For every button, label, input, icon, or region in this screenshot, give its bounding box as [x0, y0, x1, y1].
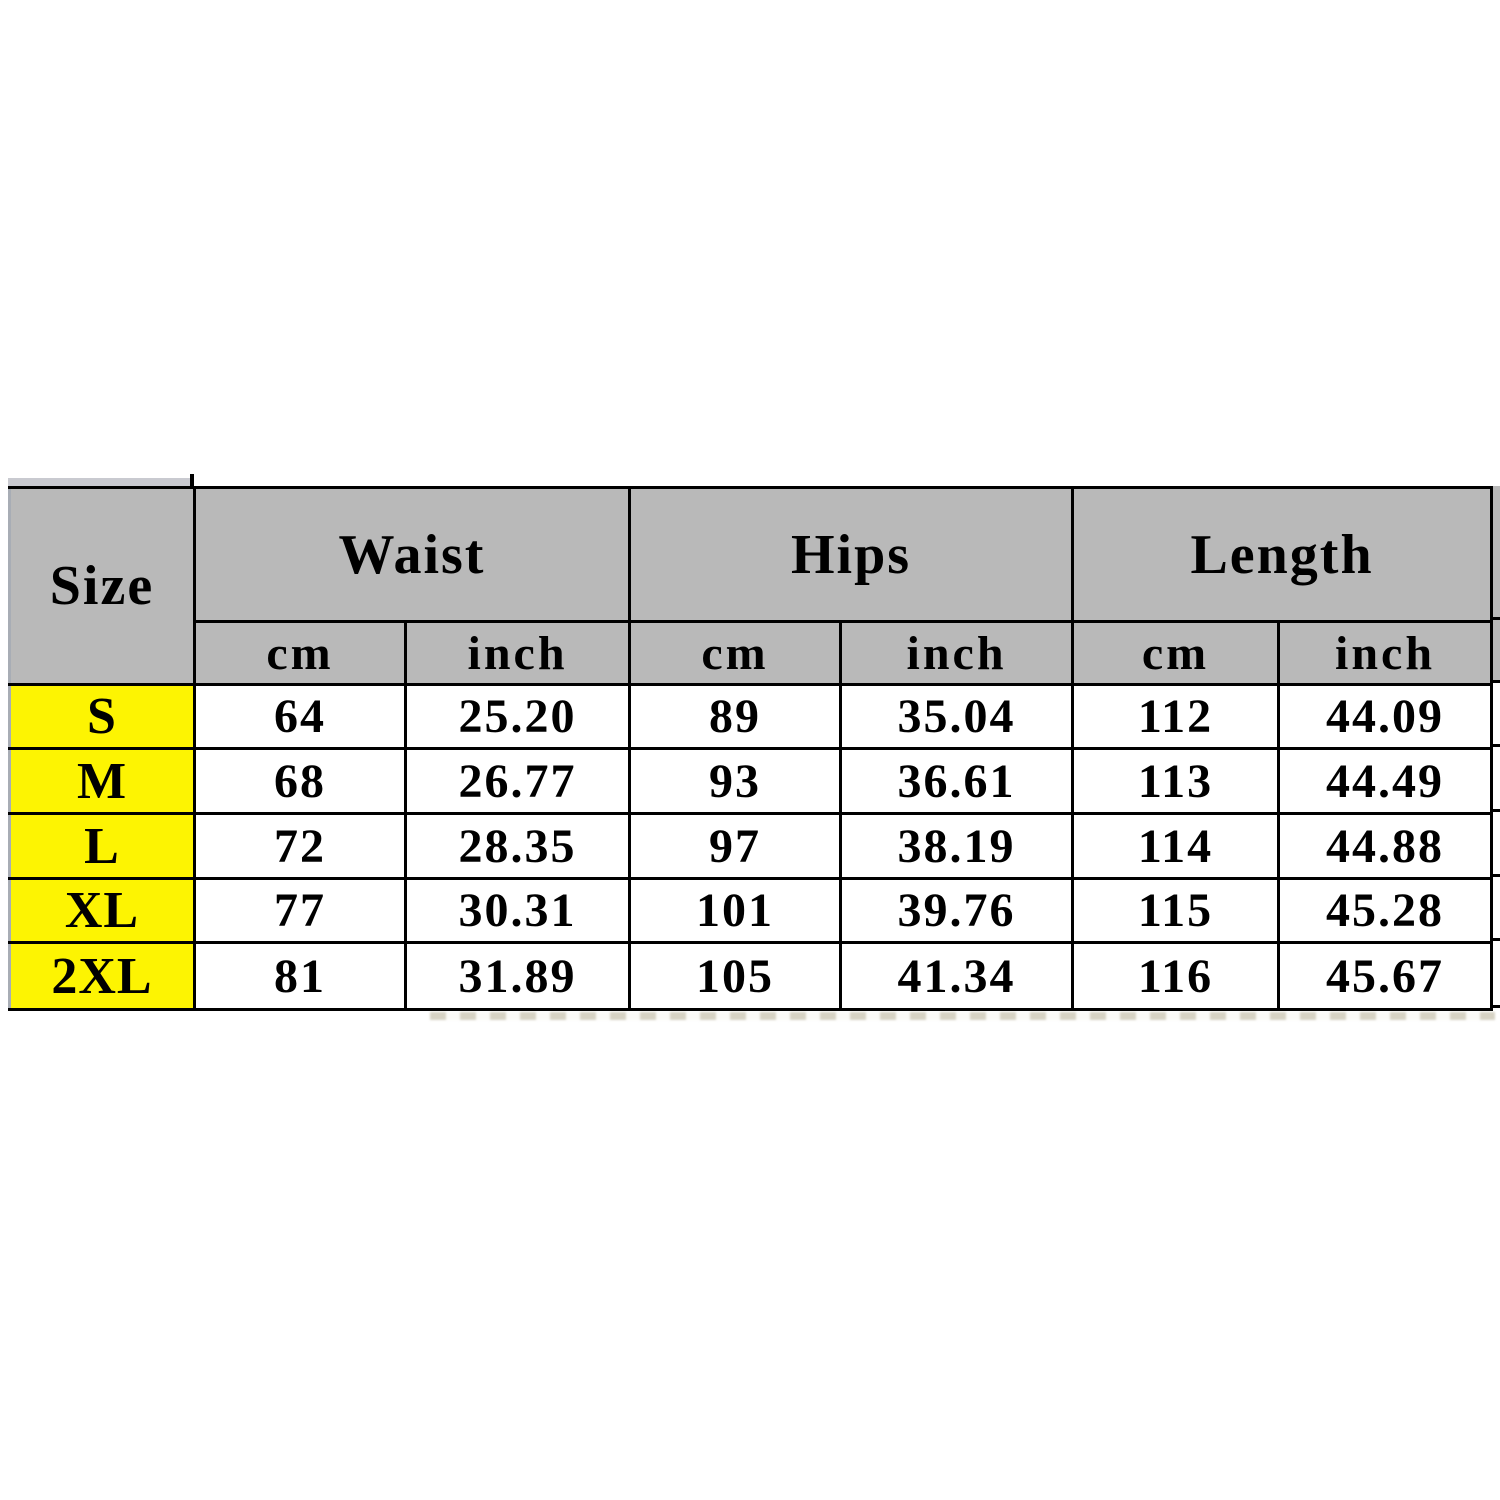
size-cell: 2XL [10, 943, 195, 1010]
waist-inch-cell: 31.89 [406, 943, 630, 1010]
header-hips: Hips [630, 488, 1073, 622]
hips-inch-cell: 39.76 [841, 879, 1073, 943]
waist-inch-cell: 26.77 [406, 749, 630, 814]
hips-cm-cell: 89 [630, 685, 841, 749]
table-row-m [10, 749, 1492, 814]
header-waist-cm: cm [195, 622, 406, 685]
hips-inch-cell: 41.34 [841, 943, 1073, 1010]
waist-cm-cell: 72 [195, 814, 406, 879]
size-cell: S [10, 685, 195, 749]
waist-cm-cell: 64 [195, 685, 406, 749]
hips-inch-cell: 36.61 [841, 749, 1073, 814]
cropped-column-sliver [1493, 486, 1500, 1008]
length-inch-cell: 44.49 [1279, 749, 1492, 814]
header-length-cm: cm [1073, 622, 1279, 685]
waist-inch-cell: 28.35 [406, 814, 630, 879]
header-length-inch: inch [1279, 622, 1492, 685]
length-inch-cell: 44.09 [1279, 685, 1492, 749]
waist-cm-cell: 77 [195, 879, 406, 943]
length-cm-cell: 116 [1073, 943, 1279, 1010]
header-waist: Waist [195, 488, 630, 622]
hips-cm-cell: 93 [630, 749, 841, 814]
size-cell: M [10, 749, 195, 814]
header-waist-inch: inch [406, 622, 630, 685]
header-group-row [10, 488, 1492, 622]
table-row-l [10, 814, 1492, 879]
waist-cm-cell: 68 [195, 749, 406, 814]
header-size: Size [10, 488, 195, 685]
table-row-xl [10, 879, 1492, 943]
waist-inch-cell: 25.20 [406, 685, 630, 749]
length-inch-cell: 45.28 [1279, 879, 1492, 943]
length-inch-cell: 45.67 [1279, 943, 1492, 1010]
length-cm-cell: 114 [1073, 814, 1279, 879]
header-hips-inch: inch [841, 622, 1073, 685]
size-chart-table [8, 486, 1493, 1011]
table-row-2xl [10, 943, 1492, 1010]
hips-inch-cell: 38.19 [841, 814, 1073, 879]
size-cell: XL [10, 879, 195, 943]
hips-cm-cell: 101 [630, 879, 841, 943]
length-cm-cell: 115 [1073, 879, 1279, 943]
waist-cm-cell: 81 [195, 943, 406, 1010]
waist-inch-cell: 30.31 [406, 879, 630, 943]
header-length: Length [1073, 488, 1492, 622]
length-cm-cell: 112 [1073, 685, 1279, 749]
hips-cm-cell: 97 [630, 814, 841, 879]
header-units-row [10, 622, 1492, 685]
size-cell: L [10, 814, 195, 879]
ghost-row-artifact [430, 1012, 1495, 1020]
header-hips-cm: cm [630, 622, 841, 685]
length-inch-cell: 44.88 [1279, 814, 1492, 879]
table-row-s [10, 685, 1492, 749]
hips-inch-cell: 35.04 [841, 685, 1073, 749]
hips-cm-cell: 105 [630, 943, 841, 1010]
length-cm-cell: 113 [1073, 749, 1279, 814]
